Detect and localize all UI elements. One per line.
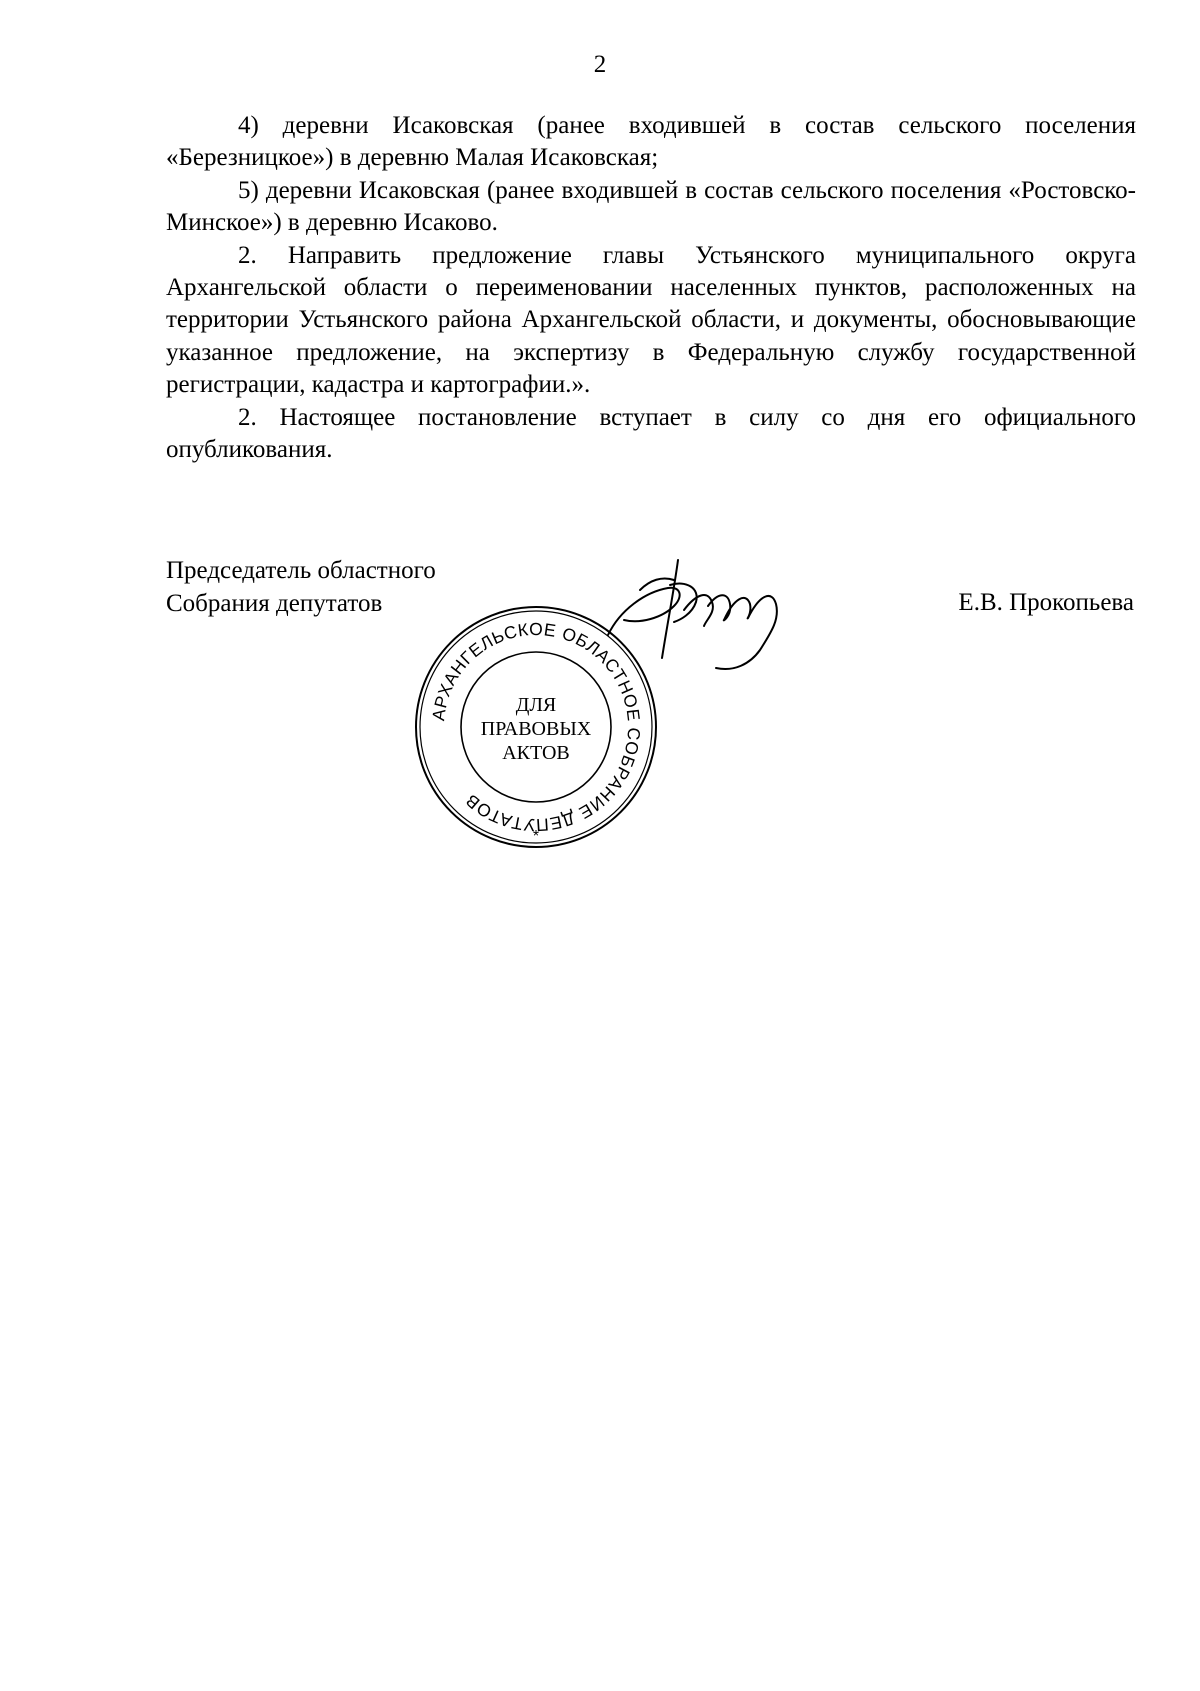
- handwritten-signature: [600, 550, 800, 710]
- seal-star: *: [532, 828, 540, 845]
- seal-center-line3: АКТОВ: [502, 742, 570, 764]
- seal-center-line2: ПРАВОВЫХ: [480, 718, 592, 740]
- document-body: [166, 110, 1136, 466]
- seal-ring-text: АРХАНГЕЛЬСКОЕ ОБЛАСТНОЕ СОБРАНИЕ ДЕПУТАТОВ: [428, 618, 645, 836]
- paragraph-clause-2-effective: 2. Настоящее постановление вступает в силу со дня его официального опубликования.: [166, 403, 1136, 464]
- paragraph-clause-2-direct: 2. Направить предложение главы Устьянского муниципального округа Архангельской области о переименовании населенных пунктов, расположенных на территории Устьянского района Архангельской области, и документы, обосновывающие указанное предложение, на экспертизу в Федеральную службу государственной регистрации, кадастра и картографии.».: [166, 241, 1136, 399]
- signatory-title: [166, 555, 436, 620]
- page-number: 2: [593, 51, 607, 78]
- seal-center-line1: ДЛЯ: [515, 694, 557, 716]
- signatory-title-line1: Председатель областного: [166, 557, 436, 584]
- paragraph-item-4: 4) деревни Исаковская (ранее входившей в состав сельского поселения «Березницкое») в деревню Малая Исаковская;: [166, 112, 1136, 172]
- signatory-title-line2: Собрания депутатов: [166, 589, 383, 617]
- paragraph-item-5: 5) деревни Исаковская (ранее входившей в состав сельского поселения «Ростовско-Минское») в деревню Исаково.: [166, 176, 1136, 237]
- signatory-name: Е.В. Прокопьева: [958, 589, 1134, 616]
